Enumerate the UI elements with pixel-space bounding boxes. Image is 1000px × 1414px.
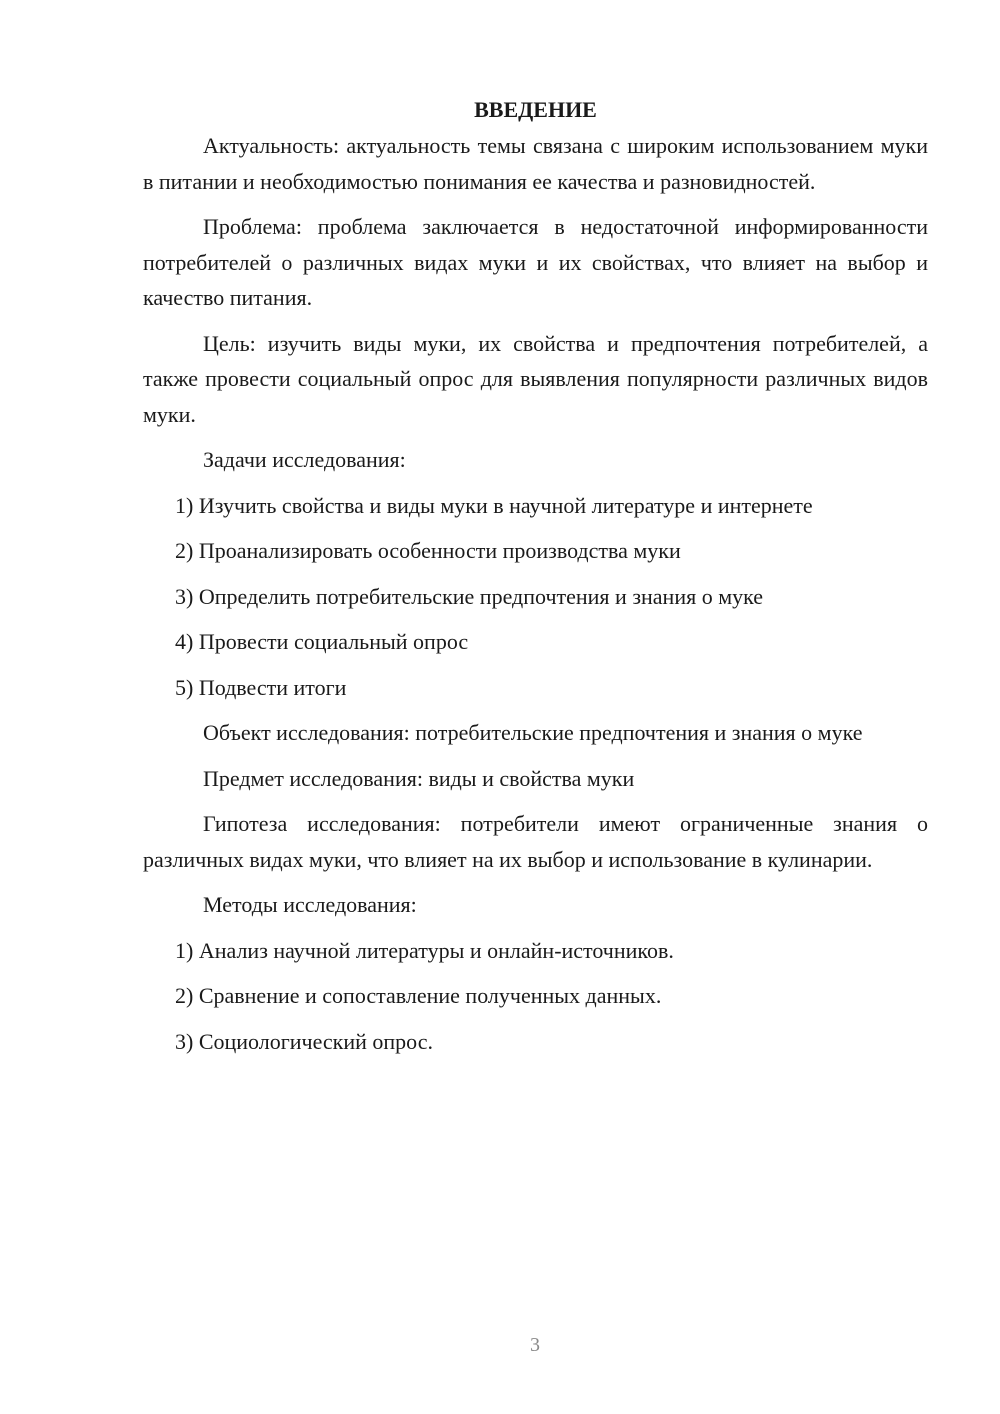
method-item: 1) Анализ научной литературы и онлайн-источников.	[175, 937, 674, 963]
object-paragraph: Объект исследования: потребительские предпочтения и знания о муке	[203, 720, 863, 745]
hypothesis-paragraph: Гипотеза исследования: потребители имеют ограниченные знания о различных видах муки, что влияет на их выбор и использование в кулинарии.	[143, 811, 928, 872]
method-item: 3) Социологический опрос.	[175, 1028, 433, 1054]
task-item: 2) Проанализировать особенности производства муки	[175, 538, 681, 563]
tasks-heading: Задачи исследования:	[203, 447, 406, 472]
methods-heading: Методы исследования:	[203, 892, 417, 917]
problem-paragraph: Проблема: проблема заключается в недостаточной информированности потребителей о различных видах муки и их свойствах, что влияет на выбор и качество питания.	[143, 214, 928, 310]
document-body	[143, 92, 928, 1069]
task-item: 1) Изучить свойства и виды муки в научной литературе и интернете	[175, 492, 813, 518]
section-title: ВВЕДЕНИЕ	[474, 97, 597, 122]
tasks-list	[143, 488, 928, 706]
task-item: 5) Подвести итоги	[175, 674, 347, 700]
relevance-paragraph: Актуальность: актуальность темы связана с широким использованием муки в питании и необходимостью понимания ее качества и разновидностей.	[143, 133, 928, 194]
method-item: 2) Сравнение и сопоставление полученных данных.	[175, 983, 662, 1008]
goal-paragraph: Цель: изучить виды муки, их свойства и предпочтения потребителей, а также провести социальный опрос для выявления популярности различных видов муки.	[143, 330, 928, 427]
subject-paragraph: Предмет исследования: виды и свойства муки	[203, 765, 635, 791]
methods-list	[143, 933, 928, 1060]
task-item: 3) Определить потребительские предпочтения и знания о муке	[175, 583, 764, 609]
page-number: 3	[530, 1334, 540, 1356]
task-item: 4) Провести социальный опрос	[175, 629, 469, 654]
